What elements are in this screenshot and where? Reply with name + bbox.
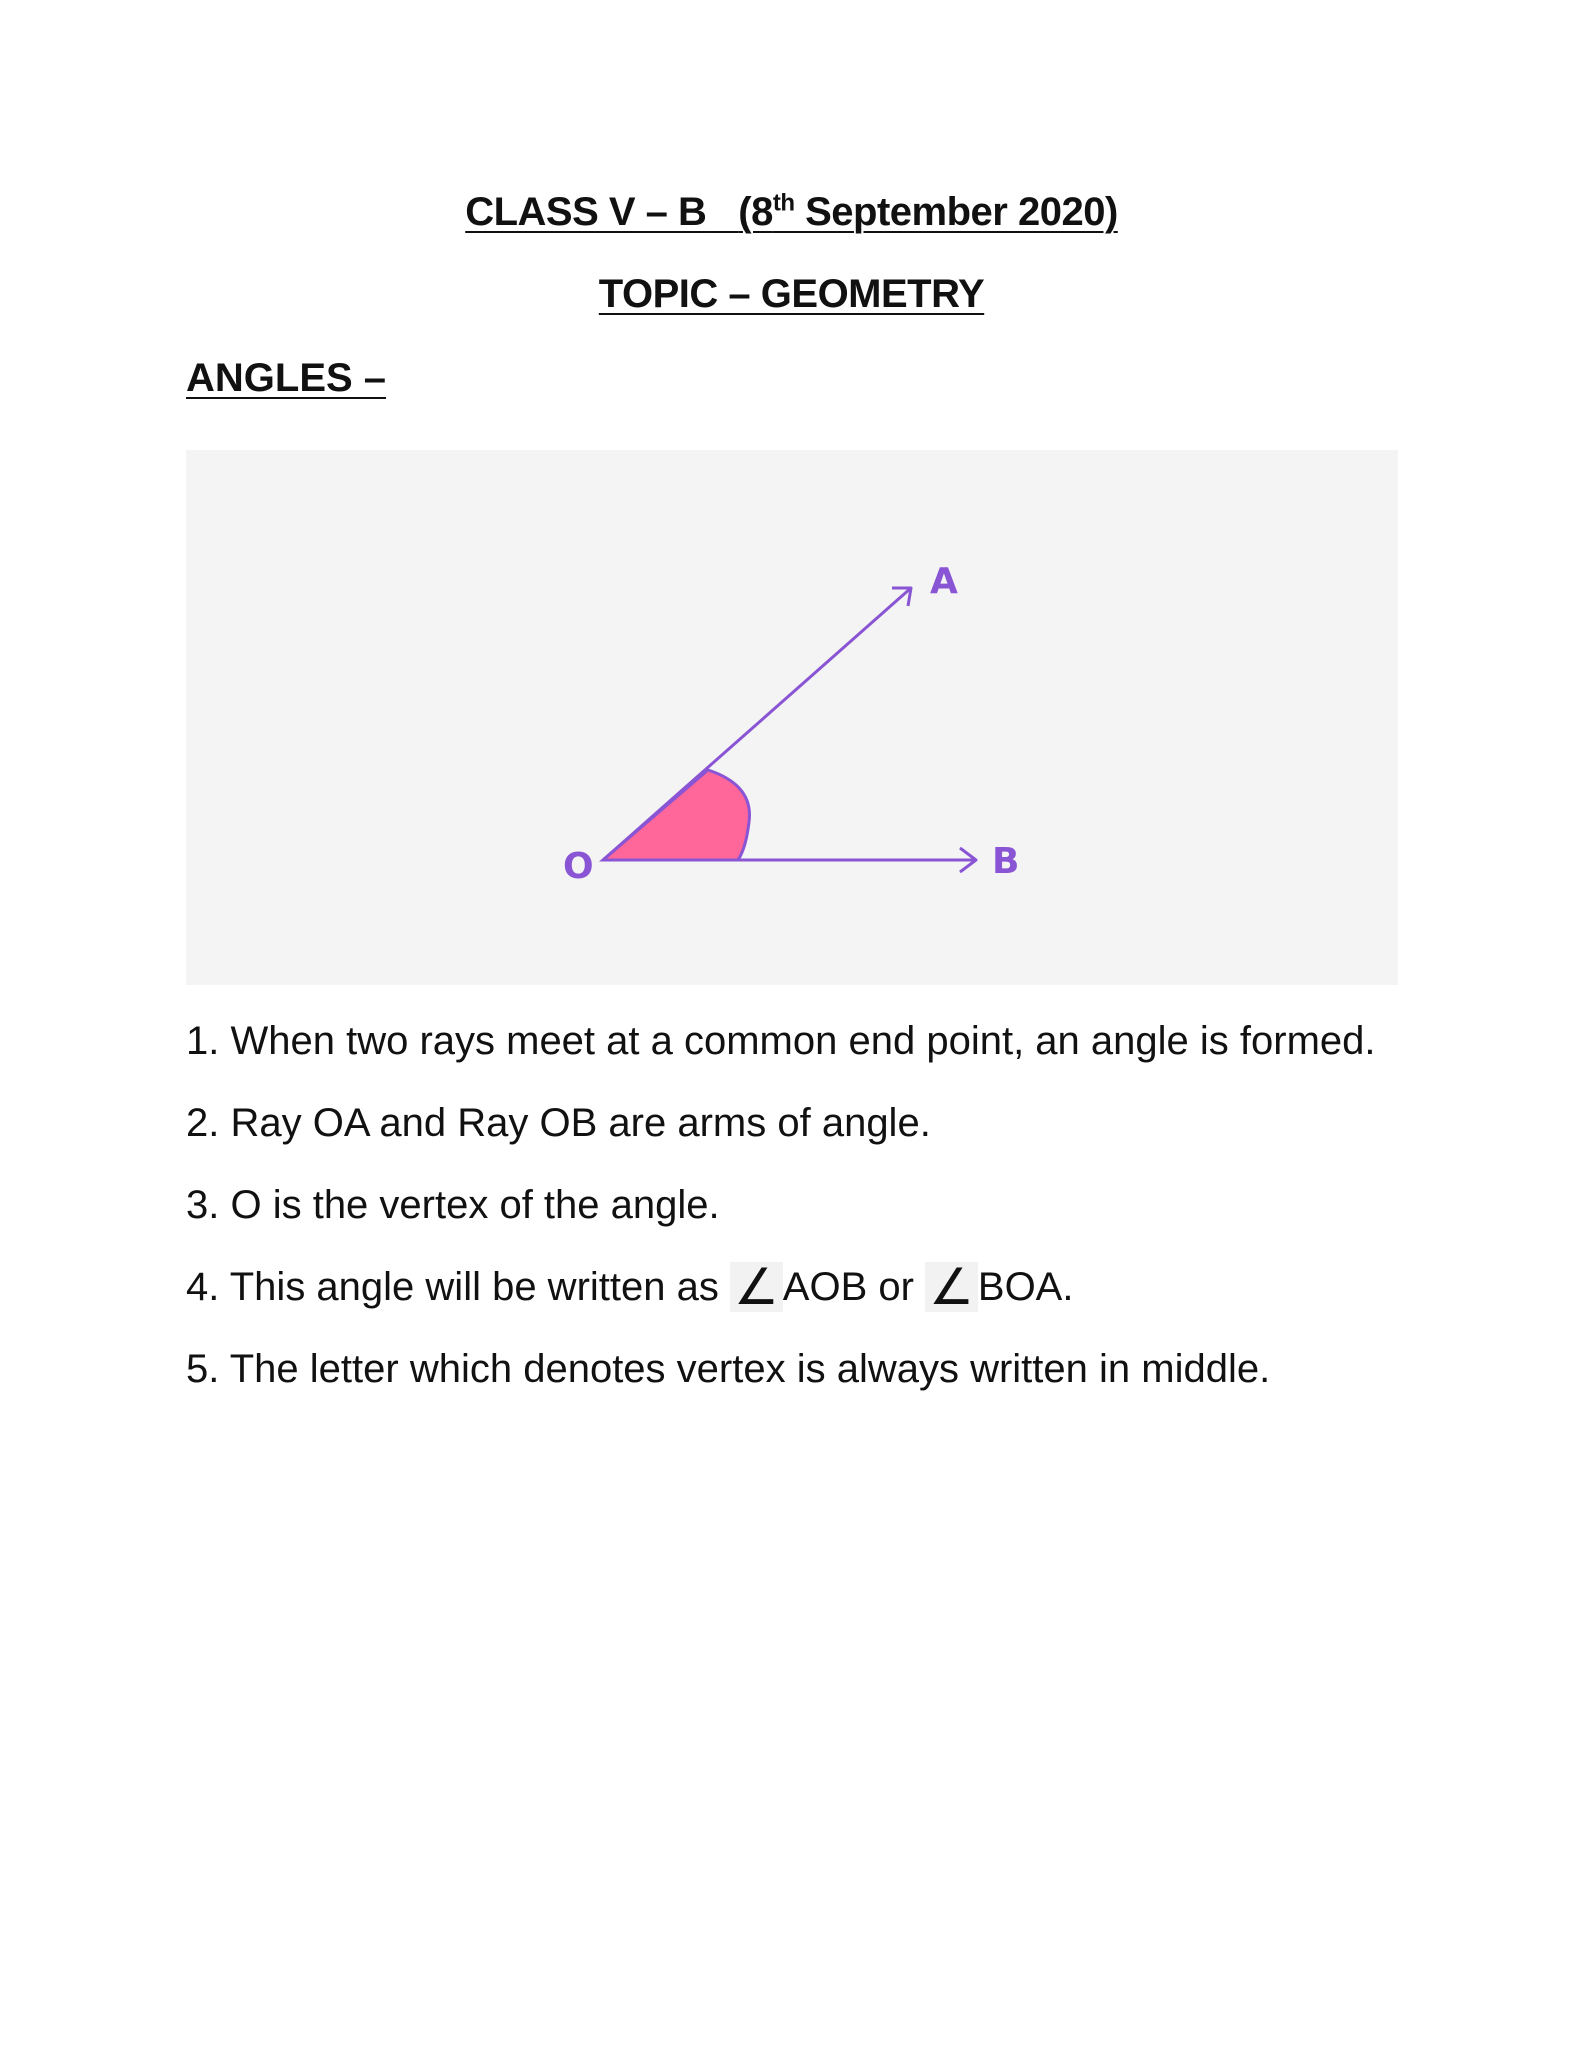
topic-text: TOPIC – GEOMETRY — [598, 272, 985, 316]
class-date-title — [0, 190, 1583, 235]
date-prefix: (8 — [738, 190, 773, 234]
fact-3: 3. O is the vertex of the angle. — [186, 1183, 720, 1227]
angle-symbol-icon: ∠ — [730, 1262, 783, 1312]
fact-4-aob: AOB or — [782, 1265, 926, 1309]
topic-title — [0, 272, 1583, 317]
fact-2: 2. Ray OA and Ray OB are arms of angle. — [186, 1101, 931, 1145]
ray-oa — [603, 588, 911, 860]
fact-4-prefix: 4. This angle will be written as — [186, 1265, 730, 1309]
angle-symbol-icon: ∠ — [925, 1262, 978, 1312]
date-ordinal-suffix: th — [772, 189, 795, 217]
class-date-text — [465, 190, 1118, 234]
section-heading: ANGLES – — [186, 356, 387, 400]
date-rest: September 2020) — [794, 190, 1118, 234]
fact-5: 5. The letter which denotes vertex is always written in middle. — [186, 1347, 1271, 1391]
angle-facts-list — [186, 1012, 1416, 1422]
fact-1: 1. When two rays meet at a common end point, an angle is formed. — [186, 1019, 1376, 1063]
vertex-label-o: O — [563, 846, 594, 887]
point-label-a: A — [930, 561, 958, 602]
angle-sector — [603, 770, 749, 860]
fact-4 — [186, 1258, 1416, 1316]
point-label-b: B — [992, 841, 1020, 882]
angle-diagram-svg — [186, 450, 1398, 985]
fact-4-boa: BOA. — [977, 1265, 1074, 1309]
class-label: CLASS V – B — [465, 190, 707, 234]
angle-diagram — [186, 450, 1398, 985]
